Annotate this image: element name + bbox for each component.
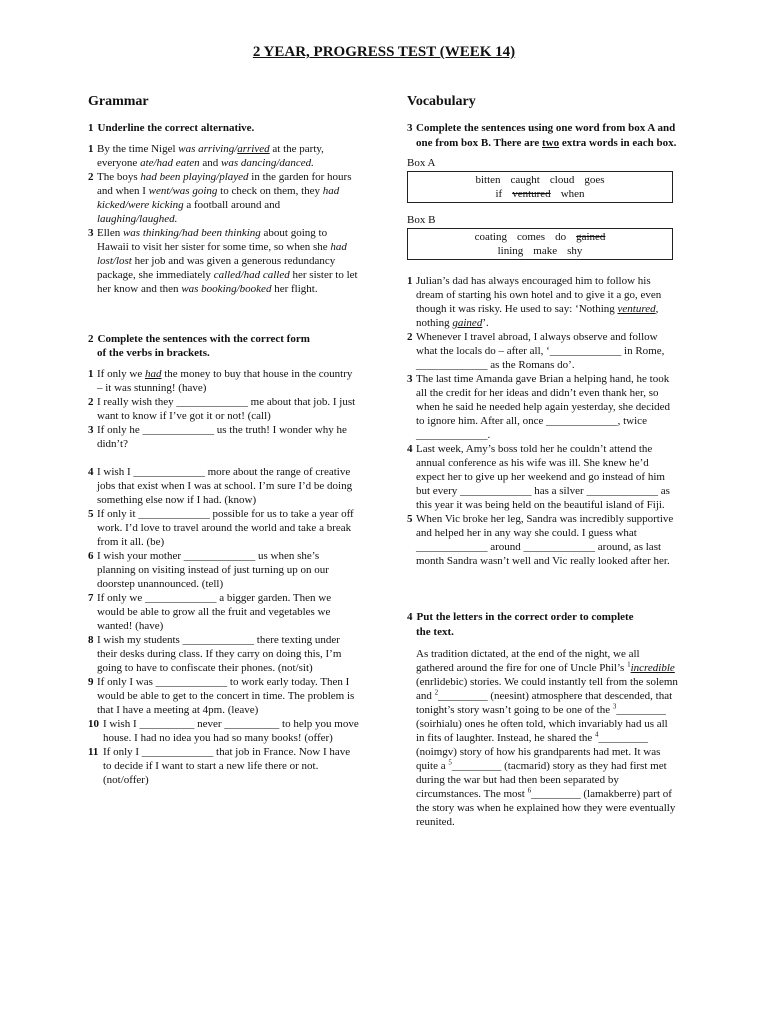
item-text (416, 331, 664, 371)
exercise-item (88, 170, 360, 226)
task3-list (407, 274, 679, 568)
answer-example: ventured (617, 303, 656, 315)
text-run: I wish my students _____________ there texting under their desks during class. If they carry on doing this, I’m going to have to confiscate their phones. (not/sit) (97, 633, 342, 674)
item-number: 11 (88, 745, 99, 758)
item-number: 6 (88, 549, 94, 562)
text-run: I wish I __________ never __________ to help you move house. I had no idea you had so many books! (offer) (103, 717, 359, 744)
text-run: I wish I _____________ more about the range of creative jobs that exist when I was at school. I’m sure I’d be doing something else now if I had. (know) (97, 465, 353, 506)
task4-heading (407, 610, 679, 639)
exercise-item (88, 226, 360, 296)
item-text (103, 746, 350, 786)
exercise-item (88, 675, 360, 717)
item-text (97, 424, 347, 450)
task1-heading (88, 121, 360, 136)
text-run: The boys (97, 170, 141, 183)
text-run: If only he _____________ us the truth! I wonder why he didn’t? (97, 423, 347, 450)
exercise-item (88, 717, 360, 745)
word-option: when (560, 188, 585, 200)
word-option: make (533, 245, 558, 257)
text-run: extra words in each box. (559, 136, 677, 149)
word-option: caught (510, 174, 540, 186)
text-run: was dancing/danced. (221, 156, 314, 169)
exercise-item (407, 512, 679, 568)
text-run: ’. (482, 317, 489, 329)
grammar-column (88, 94, 360, 787)
page-title: 2 YEAR, PROGRESS TEST (WEEK 14) (252, 44, 516, 60)
task-instruction (416, 122, 676, 149)
task-number: 3 (407, 122, 413, 134)
text-run: called/had called (213, 268, 290, 281)
item-number: 5 (407, 513, 413, 525)
word-option: do (555, 231, 567, 243)
box-a (407, 171, 673, 203)
word-option: gained (576, 231, 606, 243)
text-run: By the time Nigel (97, 142, 179, 155)
text-run: her sister to let her know and then (97, 268, 358, 295)
task1-list (88, 142, 360, 296)
task-number: 1 (88, 122, 94, 134)
item-text (416, 513, 673, 567)
text-run: _________ (lamakberre) part of the story was when he explained how they were eventually reunited. (416, 788, 676, 828)
answer-example: arrived (237, 142, 270, 155)
text-run: her job and was given a generous redundancy package, she immediately (97, 254, 336, 281)
text-run: had lost/lost (97, 240, 347, 267)
text-run: _________ (tacmarid) story as they had first met during the war but had then been separated by circumstances. The most (416, 760, 667, 800)
text-run: If only it _____________ possible for us to take a year off work. I’d love to travel around the world and take a break from it all. (be) (97, 507, 354, 548)
task2-heading (88, 332, 360, 361)
word-option: comes (516, 231, 546, 243)
exercise-item (88, 591, 360, 633)
text-run: had been playing/played (140, 170, 249, 183)
text-run: (enrlidebic) stories. We could instantly tell from the solemn and (416, 676, 678, 702)
text-run: , nothing (416, 303, 659, 329)
word-option: cloud (549, 174, 575, 186)
text-run: ate/had eaten (140, 156, 200, 169)
exercise-item (88, 367, 360, 395)
item-text (97, 550, 329, 590)
text-run: her flight. (271, 282, 318, 295)
task-instruction-line1: Put the letters in the correct order to complete (416, 611, 634, 623)
word-option: bitten (475, 174, 501, 186)
exercise-item (407, 330, 679, 372)
task2-list (88, 367, 360, 787)
footnote-number: 4 (595, 730, 599, 739)
text-run: _________ (noimgv) story of how his grandparents had met. It was quite a (416, 732, 661, 772)
item-text (97, 592, 331, 632)
word-option: ventured (512, 188, 551, 200)
exercise-item (88, 507, 360, 549)
word-row (408, 187, 672, 201)
text-run: If only I was _____________ to work early today. Then I would be able to get to the concert in time. The problem is that I have a meeting at 4pm. (leave) (97, 675, 355, 716)
task4-text (407, 647, 679, 829)
box-b-label: Box B (407, 214, 436, 226)
item-number: 4 (88, 465, 94, 478)
text-run: _________ (neesint) atmosphere that descended, that tonight’s story wasn’t going to be one of the (416, 690, 673, 716)
vocabulary-column (407, 94, 679, 829)
vocabulary-heading: Vocabulary (407, 94, 476, 109)
exercise-item (407, 442, 679, 512)
item-number: 1 (88, 142, 94, 155)
text-run: If only I _____________ that job in France. Now I have to decide if I want to start a new life there or not. (not/offer) (103, 745, 351, 786)
item-text (97, 634, 341, 674)
footnote-number: 2 (434, 688, 439, 697)
exercise-item (88, 549, 360, 591)
text-run: Whenever I travel abroad, I always observe and follow what the locals do – after all, ‘_____________ in Rome, _____________ as the Romans do’. (416, 331, 665, 371)
text-run: _________ (soirhialu) ones he often told, which invariably had us all in fits of laughter. Instead, he shared the (416, 704, 668, 744)
text-run: I really wish they _____________ me about that job. I just want to know if I’ve got it or not! (call) (97, 395, 356, 422)
exercise-item (88, 633, 360, 675)
item-text (97, 508, 354, 548)
exercise-item (88, 142, 360, 170)
task-instruction: Underline the correct alternative. (97, 122, 255, 134)
exercise-item (88, 745, 360, 787)
item-number: 8 (88, 633, 94, 646)
item-text (416, 373, 670, 441)
text-run: was booking/booked (181, 282, 272, 295)
text-run: to check on them, they (217, 184, 323, 197)
footnote-number: 1 (627, 660, 631, 669)
item-text (416, 275, 661, 329)
word-row (408, 244, 672, 258)
text-run: a football around and (183, 198, 281, 211)
text-run: was thinking/had been thinking (122, 226, 261, 239)
word-option: if (495, 188, 503, 200)
item-text (416, 443, 670, 511)
item-number: 10 (88, 717, 99, 730)
item-number: 2 (407, 331, 413, 343)
text-run: I wish your mother _____________ us when she’s planning on visiting instead of just turning up on our doorstep unannounced. (tell) (97, 549, 329, 590)
box-a-label: Box A (407, 157, 436, 169)
answer-example: two (541, 136, 560, 149)
answer-example: had (144, 367, 162, 380)
text-run: If only we _____________ a bigger garden. Then we would be able to grow all the fruit and vegetables we wanted! (have) (97, 591, 332, 632)
item-text (97, 368, 352, 394)
item-number: 9 (88, 675, 94, 688)
item-number: 2 (88, 395, 94, 408)
word-option: lining (497, 245, 524, 257)
grammar-heading: Grammar (88, 94, 149, 109)
item-number: 5 (88, 507, 94, 520)
text-run: Julian’s dad has always encouraged him to follow his dream of starting his own hotel and to give it a go, even though it was risky. He used to say: ‘Nothing (416, 275, 662, 315)
exercise-item (88, 465, 360, 507)
item-number: 1 (407, 275, 413, 287)
exercise-item (407, 274, 679, 330)
word-option: coating (474, 231, 507, 243)
text-run: in the garden for hours and when I (97, 170, 352, 197)
answer-example: incredible (630, 662, 675, 674)
footnote-number: 6 (527, 786, 532, 795)
text-run: went/was going (148, 184, 218, 197)
item-text (97, 171, 351, 225)
item-text (97, 143, 324, 169)
word-option: shy (567, 245, 583, 257)
item-number: 4 (407, 443, 413, 455)
item-number: 3 (88, 226, 94, 239)
text-run: Complete the sentences using one word from box A and one from box B. There are (416, 122, 676, 149)
item-number: 3 (407, 373, 413, 385)
item-text (97, 227, 358, 295)
box-b (407, 228, 673, 260)
text-run: the money to buy that house in the country – it was stunning! (have) (97, 367, 353, 394)
text-run: If only we (97, 367, 145, 380)
text-run: As tradition dictated, at the end of the night, we all gathered around the fire for one of Uncle Phil’s (416, 648, 640, 674)
text-run: Last week, Amy’s boss told her he couldn’t attend the annual conference as his wife was ill. She knew he’d expect her to give up her weekend and go instead of him but every _____________ has a silver _____________ as this year it was being held on the beautiful island of Fiji. (416, 443, 670, 511)
item-number: 3 (88, 423, 94, 436)
text-run: was arriving/ (178, 142, 238, 155)
text-run: had kicked/were kicking (97, 184, 340, 211)
task-number: 4 (407, 611, 413, 623)
exercise-item (407, 372, 679, 442)
task-instruction-line1: Complete the sentences with the correct form (97, 332, 310, 345)
task-instruction-line2: the text. (416, 625, 454, 638)
item-number: 7 (88, 591, 94, 604)
item-text (97, 396, 355, 422)
text-run: at the party, everyone (97, 142, 324, 169)
word-row (408, 230, 672, 244)
text-run: Ellen (97, 226, 123, 239)
item-number: 1 (88, 367, 94, 380)
text-run: When Vic broke her leg, Sandra was incredibly supportive and helped her in any way she could. I guess what _____________ around _____________ around, as last month Sandra wasn’t well and Vic really looked after her. (416, 513, 674, 567)
text-run: and (199, 156, 222, 169)
item-text (97, 676, 354, 716)
text-run: laughing/laughed. (97, 212, 178, 225)
exercise-item (88, 395, 360, 423)
answer-example: gained (452, 317, 483, 329)
footnote-number: 5 (448, 758, 452, 767)
item-number: 2 (88, 170, 94, 183)
text-run: about going to Hawaii to visit her sister for some time, so when she (97, 226, 331, 253)
text-run: The last time Amanda gave Brian a helping hand, he took all the credit for her ideas and didn’t even thank her, so when he said he needed help again yesterday, she decided to ignore him. After all, once _____________, twice _____________. (416, 373, 671, 441)
word-row (408, 173, 672, 187)
item-text (103, 718, 359, 744)
task-instruction-line2: of the verbs in brackets. (97, 347, 210, 359)
exercise-item (88, 423, 360, 451)
word-option: goes (584, 174, 605, 186)
item-text (97, 466, 352, 506)
task3-heading (407, 121, 679, 150)
footnote-number: 3 (612, 702, 617, 711)
task-number: 2 (88, 332, 94, 345)
